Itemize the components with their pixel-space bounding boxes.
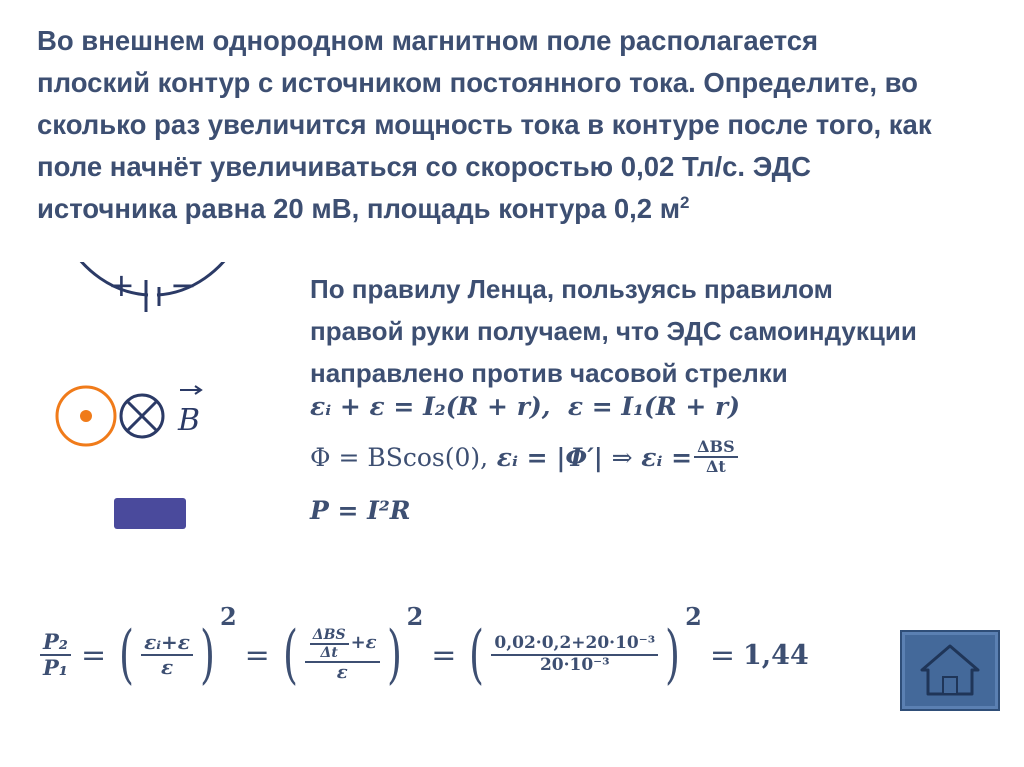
problem-statement bbox=[37, 20, 1002, 230]
emf-fraction: $\frac{\text{ΔBS}}{\Delta t}$ bbox=[694, 438, 738, 477]
equation-power: P = I²R bbox=[310, 496, 411, 525]
equation-flux: Φ = BScos(0), εᵢ = |Φ′| ⇒ εᵢ = $\frac{\text{ΔBS}}{\Delta t}$ bbox=[310, 438, 740, 477]
result-value: 1,44 bbox=[742, 639, 809, 671]
home-icon bbox=[902, 632, 998, 709]
coil-dot bbox=[80, 410, 92, 422]
power-ratio: $\frac{\text{P₂}}{\text{P₁}}$ bbox=[40, 630, 71, 680]
circuit-diagram bbox=[30, 262, 260, 562]
final-calculation: $\frac{\text{P₂}}{\text{P₁}}$ = ( $\frac{\text{εᵢ+ε}}{\varepsilon}$ ) 2 = ( $\frac{\text{ΔBS}}{\Delta t}$ +ε ε ) 2 = ( $\frac{\text{0,02·0,2+20·10⁻³}}{\text{20·10⁻³}}$ ) 2 = 1,44 bbox=[38, 600, 809, 710]
resistor bbox=[114, 498, 186, 529]
field-label: B bbox=[178, 403, 201, 438]
problem-line: источника равна 20 мВ, площадь контура 0,2 $м^2$ bbox=[37, 192, 690, 224]
problem-line: сколько раз увеличится мощность тока в контуре после того, как bbox=[37, 109, 932, 140]
minus-sign: − bbox=[170, 266, 197, 304]
home-button[interactable] bbox=[900, 630, 1000, 711]
lenz-line: направлено против часовой стрелки bbox=[310, 358, 788, 388]
plus-sign: + bbox=[108, 266, 135, 304]
lenz-line: По правилу Ленца, пользуясь правилом bbox=[310, 274, 833, 304]
lenz-rule-text bbox=[310, 268, 1010, 394]
fraction-one: $\frac{\text{εᵢ+ε}}{\varepsilon}$ bbox=[141, 631, 193, 679]
problem-line: поле начнёт увеличиваться со скоростью 0,02 Тл/с. ЭДС bbox=[37, 151, 812, 182]
lenz-line: правой руки получаем, что ЭДС самоиндукции bbox=[310, 316, 917, 346]
problem-line: Во внешнем однородном магнитном поле располагается bbox=[37, 25, 819, 56]
superscript-two: 2 bbox=[680, 192, 690, 212]
equation-kirchhoff: εᵢ + ε = I₂(R + r), ε = I₁(R + r) bbox=[310, 392, 740, 421]
problem-line: плоский контур с источником постоянного тока. Определите, во bbox=[37, 67, 918, 98]
fraction-two: $\frac{\text{ΔBS}}{\Delta t}$ +ε ε bbox=[305, 627, 380, 684]
fraction-three: $\frac{\text{0,02·0,2+20·10⁻³}}{\text{20·10⁻³}}$ bbox=[491, 634, 658, 675]
circuit-wire bbox=[48, 262, 258, 295]
